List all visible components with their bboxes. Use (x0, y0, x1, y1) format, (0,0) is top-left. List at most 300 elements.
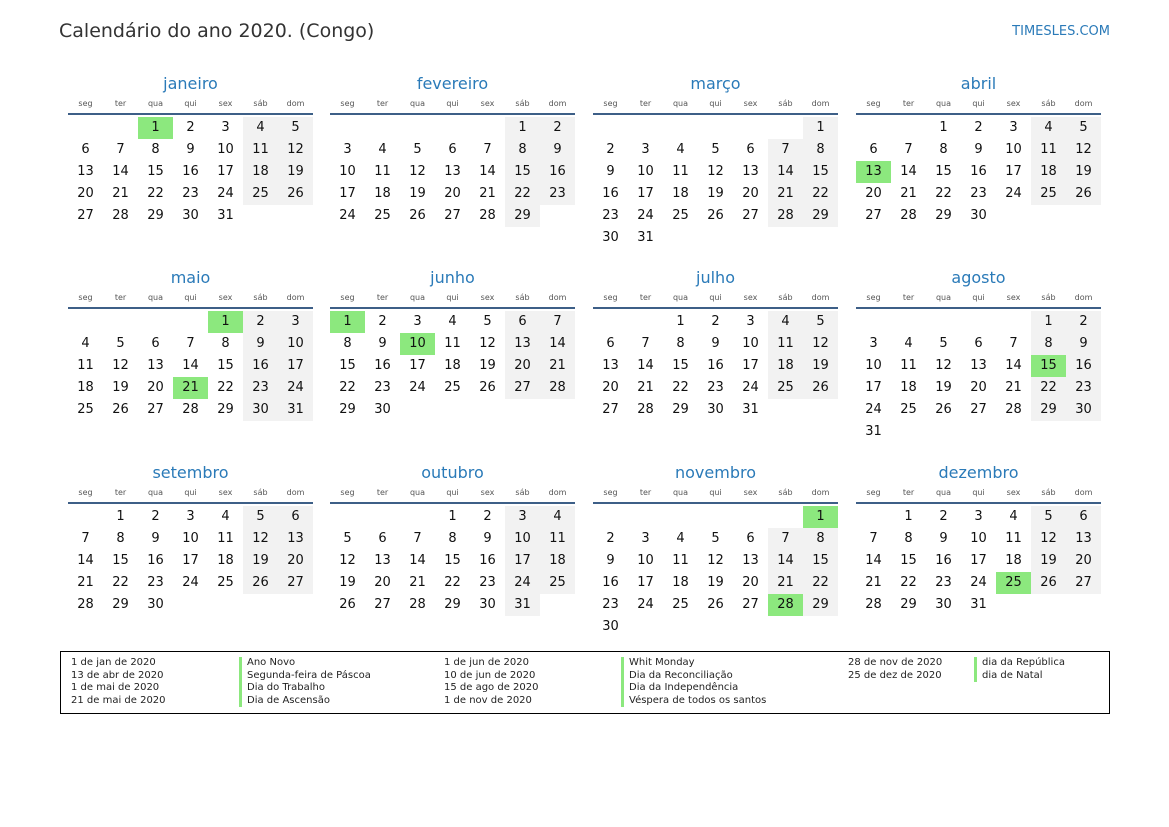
weekday-label: sáb (515, 99, 530, 108)
day-cell: 15 (935, 164, 952, 179)
day-cell: 19 (278, 161, 313, 183)
day-cell: 3 (505, 506, 540, 528)
weekday-header (593, 291, 838, 309)
day-cell: 25 (1031, 183, 1066, 205)
day-cell: 13 (444, 164, 461, 179)
day-cell: 25 (217, 575, 234, 590)
month-setembro (68, 462, 313, 616)
day-cell: 22 (803, 183, 838, 205)
day-cell: 31 (742, 402, 759, 417)
day-cell: 24 (742, 380, 759, 395)
day-cell: 2 (540, 117, 575, 139)
weekday-label: sáb (515, 293, 530, 302)
weekday-label: dom (548, 488, 567, 497)
empty-cell (103, 311, 138, 333)
day-cell: 11 (900, 358, 917, 373)
day-cell: 13 (505, 333, 540, 355)
weekday-label: sex (743, 293, 758, 302)
day-cell: 16 (182, 164, 199, 179)
day-cell: 4 (221, 509, 230, 524)
day-cell: 4 (448, 314, 457, 329)
day-cell: 17 (278, 355, 313, 377)
weekday-label: ter (376, 293, 389, 302)
day-cell: 14 (479, 164, 496, 179)
weekday-label: sex (218, 293, 233, 302)
day-cell: 21 (409, 575, 426, 590)
day-cell: 8 (939, 142, 948, 157)
weekday-header (856, 97, 1101, 115)
holiday-day-cell: 1 (138, 117, 173, 139)
day-cell: 8 (803, 139, 838, 161)
day-cell: 8 (116, 531, 125, 546)
day-cell: 16 (243, 355, 278, 377)
day-cell: 28 (409, 597, 426, 612)
day-cell: 6 (505, 311, 540, 333)
empty-cell (365, 117, 400, 139)
weekday-label: sáb (1041, 488, 1056, 497)
day-cell: 8 (904, 531, 913, 546)
day-cell: 18 (540, 550, 575, 572)
day-cell: 30 (182, 208, 199, 223)
day-cell: 28 (77, 597, 94, 612)
day-cell: 26 (409, 208, 426, 223)
day-cell: 30 (479, 597, 496, 612)
day-cell: 5 (939, 336, 948, 351)
empty-cell (891, 117, 926, 139)
weekday-label: dom (286, 488, 305, 497)
day-cell: 15 (803, 550, 838, 572)
day-cell: 16 (1066, 355, 1101, 377)
legend-dates-col-3 (848, 657, 942, 682)
weekday-label: dom (548, 99, 567, 108)
day-cell: 31 (278, 399, 313, 421)
day-cell: 28 (865, 597, 882, 612)
weekday-label: sáb (515, 488, 530, 497)
day-cell: 4 (540, 506, 575, 528)
empty-cell (856, 311, 891, 333)
day-cell: 22 (505, 183, 540, 205)
day-cell: 21 (637, 380, 654, 395)
weekday-header (68, 97, 313, 115)
day-cell: 27 (278, 572, 313, 594)
day-cell: 11 (768, 333, 803, 355)
day-cell: 6 (278, 506, 313, 528)
weekday-label: sáb (253, 99, 268, 108)
month-title: maio (170, 268, 211, 287)
weekday-label: qua (147, 488, 164, 497)
day-cell: 4 (243, 117, 278, 139)
weekday-label: ter (639, 488, 652, 497)
day-cell: 2 (606, 142, 615, 157)
legend-dates-col-1 (71, 657, 166, 707)
day-cell: 17 (409, 358, 426, 373)
weekday-label: qua (935, 488, 952, 497)
weekday-label: qui (446, 99, 459, 108)
day-cell: 25 (672, 208, 689, 223)
day-cell: 14 (1005, 358, 1022, 373)
day-cell: 5 (413, 142, 422, 157)
weekday-label: ter (114, 99, 127, 108)
day-cell: 17 (970, 553, 987, 568)
day-cell: 13 (77, 164, 94, 179)
weekday-label: dom (286, 99, 305, 108)
day-cell: 12 (935, 358, 952, 373)
day-cell: 23 (243, 377, 278, 399)
day-cell: 18 (77, 380, 94, 395)
day-cell: 30 (243, 399, 278, 421)
empty-cell (961, 311, 996, 333)
day-cell: 26 (707, 597, 724, 612)
day-cell: 22 (444, 575, 461, 590)
day-cell: 30 (1066, 399, 1101, 421)
holiday-day-cell: 10 (400, 333, 435, 355)
empty-cell (926, 311, 961, 333)
day-cell: 21 (768, 572, 803, 594)
weekday-header (856, 291, 1101, 309)
day-cell: 9 (1066, 333, 1101, 355)
month-title: agosto (951, 268, 1006, 287)
day-cell: 10 (505, 528, 540, 550)
day-cell: 3 (641, 531, 650, 546)
weekday-label: qui (972, 99, 985, 108)
day-cell: 23 (182, 186, 199, 201)
empty-cell (733, 117, 768, 139)
weekday-label: sex (743, 488, 758, 497)
day-cell: 7 (768, 528, 803, 550)
day-cell: 28 (479, 208, 496, 223)
day-cell: 5 (711, 531, 720, 546)
month-title: julho (696, 268, 735, 287)
day-cell: 13 (970, 358, 987, 373)
weekday-label: seg (866, 293, 881, 302)
weekday-label: seg (78, 488, 93, 497)
legend-holiday-name: Dia da Independência (621, 682, 766, 695)
day-cell: 17 (637, 575, 654, 590)
day-cell: 22 (935, 186, 952, 201)
month-novembro (593, 462, 838, 638)
day-cell: 24 (409, 380, 426, 395)
weekday-header (856, 486, 1101, 504)
day-cell: 4 (378, 142, 387, 157)
day-cell: 29 (935, 208, 952, 223)
weekday-label: seg (78, 99, 93, 108)
day-cell: 19 (935, 380, 952, 395)
day-cell: 31 (637, 230, 654, 245)
weekday-label: qui (972, 488, 985, 497)
day-cell: 21 (1005, 380, 1022, 395)
legend-holiday-name: Véspera de todos os santos (621, 695, 766, 708)
day-cell: 29 (217, 402, 234, 417)
day-cell: 15 (803, 161, 838, 183)
day-cell: 17 (339, 186, 356, 201)
day-cell: 26 (479, 380, 496, 395)
day-cell: 10 (865, 358, 882, 373)
day-cell: 4 (1009, 509, 1018, 524)
holiday-day-cell: 21 (173, 377, 208, 399)
weekday-label: seg (78, 293, 93, 302)
weekday-label: seg (340, 488, 355, 497)
legend-date: 13 de abr de 2020 (71, 669, 164, 681)
day-cell: 9 (483, 531, 492, 546)
day-cell: 8 (1031, 333, 1066, 355)
day-cell: 5 (343, 531, 352, 546)
day-cell: 28 (637, 402, 654, 417)
weekday-label: ter (902, 99, 915, 108)
day-cell: 10 (637, 553, 654, 568)
day-cell: 28 (112, 208, 129, 223)
day-cell: 20 (505, 355, 540, 377)
day-cell: 1 (505, 117, 540, 139)
day-cell: 22 (803, 572, 838, 594)
weekday-label: sex (218, 99, 233, 108)
day-cell: 9 (606, 553, 615, 568)
legend-holiday-name: Dia da Reconciliação (621, 670, 766, 683)
empty-cell (173, 311, 208, 333)
day-cell: 2 (483, 509, 492, 524)
weekday-label: ter (902, 488, 915, 497)
month-julho (593, 267, 838, 421)
day-cell: 13 (374, 553, 391, 568)
day-cell: 17 (217, 164, 234, 179)
day-cell: 23 (540, 183, 575, 205)
day-cell: 9 (606, 164, 615, 179)
day-cell: 3 (413, 314, 422, 329)
page-title: Calendário do ano 2020. (Congo) (59, 20, 375, 42)
weekday-label: dom (811, 293, 830, 302)
month-title: dezembro (938, 463, 1019, 482)
month-agosto (856, 267, 1101, 443)
day-cell: 20 (742, 186, 759, 201)
day-cell: 14 (768, 550, 803, 572)
weekday-label: qua (672, 488, 689, 497)
day-cell: 2 (186, 120, 195, 135)
holiday-day-cell: 25 (996, 572, 1031, 594)
weekday-label: qui (709, 293, 722, 302)
empty-cell (365, 506, 400, 528)
day-cell: 23 (1066, 377, 1101, 399)
day-grid (330, 506, 575, 616)
day-grid (593, 117, 838, 249)
weekday-label: dom (811, 99, 830, 108)
day-cell: 27 (970, 402, 987, 417)
day-cell: 19 (112, 380, 129, 395)
day-cell: 13 (278, 528, 313, 550)
day-cell: 25 (672, 597, 689, 612)
day-cell: 24 (217, 186, 234, 201)
empty-cell (330, 506, 365, 528)
day-grid (856, 311, 1101, 443)
day-cell: 26 (707, 208, 724, 223)
empty-cell (138, 311, 173, 333)
day-cell: 10 (742, 336, 759, 351)
day-cell: 14 (900, 164, 917, 179)
day-cell: 23 (479, 575, 496, 590)
day-cell: 5 (803, 311, 838, 333)
day-cell: 26 (1066, 183, 1101, 205)
day-cell: 30 (707, 402, 724, 417)
day-cell: 17 (742, 358, 759, 373)
day-cell: 7 (483, 142, 492, 157)
day-cell: 8 (505, 139, 540, 161)
day-grid (856, 117, 1101, 227)
month-title: novembro (675, 463, 756, 482)
day-cell: 8 (151, 142, 160, 157)
weekday-label: sex (743, 99, 758, 108)
weekday-label: dom (1074, 293, 1093, 302)
empty-cell (593, 311, 628, 333)
weekday-label: dom (1074, 488, 1093, 497)
day-cell: 11 (374, 164, 391, 179)
day-cell: 22 (1031, 377, 1066, 399)
weekday-label: qui (972, 293, 985, 302)
holiday-day-cell: 1 (208, 311, 243, 333)
day-cell: 17 (1005, 164, 1022, 179)
month-abril (856, 73, 1101, 227)
day-cell: 10 (217, 142, 234, 157)
day-cell: 22 (112, 575, 129, 590)
day-cell: 5 (1031, 506, 1066, 528)
day-cell: 29 (339, 402, 356, 417)
day-cell: 26 (339, 597, 356, 612)
day-cell: 15 (339, 358, 356, 373)
weekday-label: qui (184, 293, 197, 302)
day-cell: 5 (278, 117, 313, 139)
day-grid (68, 117, 313, 227)
day-cell: 20 (77, 186, 94, 201)
day-cell: 23 (707, 380, 724, 395)
day-cell: 11 (77, 358, 94, 373)
day-cell: 14 (768, 161, 803, 183)
day-cell: 18 (672, 186, 689, 201)
day-cell: 3 (221, 120, 230, 135)
weekday-label: seg (340, 99, 355, 108)
legend-holiday-name: Segunda-feira de Páscoa (239, 670, 371, 683)
empty-cell (628, 117, 663, 139)
day-cell: 1 (116, 509, 125, 524)
weekday-label: ter (114, 293, 127, 302)
day-cell: 28 (182, 402, 199, 417)
day-cell: 11 (217, 531, 234, 546)
day-cell: 27 (1066, 572, 1101, 594)
empty-cell (68, 311, 103, 333)
day-cell: 11 (672, 553, 689, 568)
day-cell: 6 (974, 336, 983, 351)
day-grid (593, 311, 838, 421)
day-cell: 12 (112, 358, 129, 373)
weekday-label: sex (480, 293, 495, 302)
weekday-label: qui (709, 99, 722, 108)
day-cell: 11 (1005, 531, 1022, 546)
month-title: fevereiro (416, 74, 489, 93)
day-cell: 10 (339, 164, 356, 179)
legend-date: 1 de mai de 2020 (71, 682, 160, 694)
day-cell: 27 (147, 402, 164, 417)
day-cell: 19 (1066, 161, 1101, 183)
day-cell: 27 (742, 597, 759, 612)
weekday-label: qua (409, 293, 426, 302)
month-março (593, 73, 838, 249)
day-cell: 14 (865, 553, 882, 568)
day-cell: 29 (1031, 399, 1066, 421)
day-cell: 17 (637, 186, 654, 201)
day-cell: 12 (803, 333, 838, 355)
day-cell: 12 (1031, 528, 1066, 550)
day-cell: 19 (339, 575, 356, 590)
day-cell: 31 (970, 597, 987, 612)
day-cell: 20 (278, 550, 313, 572)
day-cell: 14 (409, 553, 426, 568)
day-cell: 7 (869, 531, 878, 546)
weekday-label: sáb (253, 293, 268, 302)
day-cell: 25 (540, 572, 575, 594)
legend-date: 15 de ago de 2020 (444, 682, 539, 694)
day-cell: 10 (278, 333, 313, 355)
day-cell: 12 (707, 553, 724, 568)
day-cell: 3 (974, 509, 983, 524)
day-cell: 2 (151, 509, 160, 524)
empty-cell (628, 311, 663, 333)
holiday-day-cell: 28 (768, 594, 803, 616)
site-link[interactable]: TIMESLES.COM (1012, 24, 1110, 39)
day-cell: 7 (540, 311, 575, 333)
empty-cell (68, 506, 103, 528)
weekday-label: seg (866, 488, 881, 497)
weekday-header (330, 97, 575, 115)
day-cell: 25 (444, 380, 461, 395)
day-cell: 12 (339, 553, 356, 568)
day-cell: 13 (147, 358, 164, 373)
day-cell: 9 (378, 336, 387, 351)
weekday-label: sáb (1041, 99, 1056, 108)
day-cell: 30 (147, 597, 164, 612)
legend-date: 21 de mai de 2020 (71, 694, 166, 706)
day-cell: 6 (448, 142, 457, 157)
day-cell: 25 (243, 183, 278, 205)
empty-cell (733, 506, 768, 528)
weekday-label: ter (376, 99, 389, 108)
legend-dates-col-2 (444, 657, 538, 707)
weekday-label: qui (184, 488, 197, 497)
day-cell: 22 (147, 186, 164, 201)
day-cell: 28 (900, 208, 917, 223)
month-title: janeiro (163, 74, 218, 93)
legend-holiday-name: dia de Natal (974, 670, 1065, 683)
day-cell: 12 (479, 336, 496, 351)
day-cell: 24 (970, 575, 987, 590)
day-cell: 14 (637, 358, 654, 373)
day-cell: 2 (1066, 311, 1101, 333)
day-cell: 21 (77, 575, 94, 590)
day-cell: 24 (278, 377, 313, 399)
day-cell: 21 (112, 186, 129, 201)
day-cell: 4 (676, 531, 685, 546)
day-cell: 1 (904, 509, 913, 524)
weekday-label: sáb (778, 99, 793, 108)
day-cell: 20 (602, 380, 619, 395)
holiday-day-cell: 13 (856, 161, 891, 183)
weekday-header (330, 486, 575, 504)
day-cell: 18 (672, 575, 689, 590)
day-cell: 8 (803, 528, 838, 550)
day-cell: 30 (602, 230, 619, 245)
day-cell: 23 (935, 575, 952, 590)
day-cell: 16 (935, 553, 952, 568)
empty-cell (768, 506, 803, 528)
day-cell: 29 (505, 205, 540, 227)
month-title: junho (430, 268, 475, 287)
day-cell: 24 (1005, 186, 1022, 201)
day-cell: 2 (606, 531, 615, 546)
